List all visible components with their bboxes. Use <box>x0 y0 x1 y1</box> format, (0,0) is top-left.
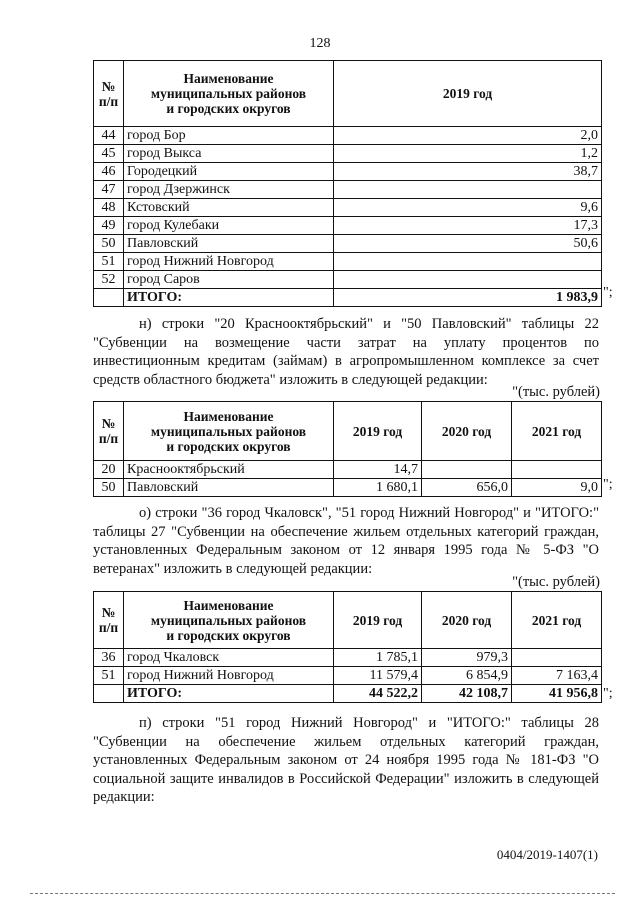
row-value-2019: 2,0 <box>334 127 602 145</box>
total-index-cell <box>94 685 124 703</box>
table-row <box>94 127 602 145</box>
bottom-divider <box>30 893 615 894</box>
paragraph-p <box>93 714 599 807</box>
closing-quote: "; <box>603 686 613 701</box>
row-index: 45 <box>94 145 124 163</box>
row-value-2019: 11 579,4 <box>334 667 422 685</box>
row-name: город Бор <box>124 127 334 145</box>
total-index-cell <box>94 289 124 307</box>
header-index <box>94 61 124 127</box>
table-header-row <box>94 402 602 461</box>
row-value-2019 <box>334 181 602 199</box>
row-name: город Саров <box>124 271 334 289</box>
row-name: город Кулебаки <box>124 217 334 235</box>
row-index: 46 <box>94 163 124 181</box>
header-2019: 2019 год <box>334 402 422 461</box>
closing-quote: "; <box>603 477 613 492</box>
row-name: город Выкса <box>124 145 334 163</box>
header-index <box>94 402 124 461</box>
row-value-2021: 9,0 <box>512 479 602 497</box>
header-name-label: Наименование муниципальных районов и городских округов <box>150 71 307 116</box>
table-row <box>94 145 602 163</box>
header-2021: 2021 год <box>512 592 602 649</box>
row-value-2019 <box>334 253 602 271</box>
closing-quote: "; <box>603 285 613 300</box>
unit-label: "(тыс. рублей) <box>512 574 600 590</box>
paragraph-n <box>93 315 599 389</box>
header-name <box>124 592 334 649</box>
row-value-2021 <box>512 649 602 667</box>
paragraph-p-text: п) строки "51 город Нижний Новгород" и "ИТОГО:" таблицы 28 "Субвенции на обеспечение жильем отдельных категорий граждан, установленных Федеральным законом от 24 ноября 1995 года № 181-ФЗ "О социальной защите инвалидов в Российской Федерации" изложить в следующей редакции: <box>93 715 599 805</box>
row-index: 50 <box>94 235 124 253</box>
row-value-2021: 7 163,4 <box>512 667 602 685</box>
row-index: 50 <box>94 479 124 497</box>
header-name-label: Наименование муниципальных районов и городских округов <box>150 408 307 454</box>
row-name: Павловский <box>124 235 334 253</box>
table-total-row <box>94 289 602 307</box>
table-subventions-22 <box>93 401 602 497</box>
table-row <box>94 163 602 181</box>
table-subventions-2019 <box>93 60 602 307</box>
table-row <box>94 235 602 253</box>
row-value-2019 <box>334 271 602 289</box>
row-index: 52 <box>94 271 124 289</box>
header-index-label: № п/п <box>98 605 119 635</box>
row-name: Краснооктябрьский <box>124 461 334 479</box>
header-index <box>94 592 124 649</box>
row-value-2019: 17,3 <box>334 217 602 235</box>
row-index: 20 <box>94 461 124 479</box>
header-name <box>124 402 334 461</box>
total-label: ИТОГО: <box>124 289 334 307</box>
table-header-row <box>94 61 602 127</box>
row-index: 48 <box>94 199 124 217</box>
header-2019: 2019 год <box>334 61 602 127</box>
row-value-2019: 9,6 <box>334 199 602 217</box>
row-value-2020 <box>422 461 512 479</box>
row-value-2020: 6 854,9 <box>422 667 512 685</box>
total-2019: 1 983,9 <box>334 289 602 307</box>
page-number: 128 <box>309 36 331 51</box>
row-index: 47 <box>94 181 124 199</box>
row-name: Городецкий <box>124 163 334 181</box>
table-row <box>94 649 602 667</box>
total-2020: 42 108,7 <box>422 685 512 703</box>
header-2020: 2020 год <box>422 402 512 461</box>
header-2021: 2021 год <box>512 402 602 461</box>
table-subventions-27 <box>93 591 602 703</box>
row-value-2019: 1,2 <box>334 145 602 163</box>
row-value-2021 <box>512 461 602 479</box>
row-name: Павловский <box>124 479 334 497</box>
table-total-row <box>94 685 602 703</box>
row-value-2019: 50,6 <box>334 235 602 253</box>
row-value-2019: 1 785,1 <box>334 649 422 667</box>
row-index: 51 <box>94 253 124 271</box>
unit-label: "(тыс. рублей) <box>512 384 600 400</box>
table-row <box>94 667 602 685</box>
row-index: 49 <box>94 217 124 235</box>
row-value-2019: 14,7 <box>334 461 422 479</box>
row-name: Кстовский <box>124 199 334 217</box>
total-2019: 44 522,2 <box>334 685 422 703</box>
table-row <box>94 479 602 497</box>
header-2020: 2020 год <box>422 592 512 649</box>
table-row <box>94 181 602 199</box>
table-row <box>94 217 602 235</box>
row-value-2019: 38,7 <box>334 163 602 181</box>
row-value-2020: 979,3 <box>422 649 512 667</box>
table-row <box>94 253 602 271</box>
paragraph-o <box>93 504 599 578</box>
row-name: город Дзержинск <box>124 181 334 199</box>
header-index-label: № п/п <box>98 78 119 109</box>
header-index-label: № п/п <box>98 416 119 446</box>
table-header-row <box>94 592 602 649</box>
table-row <box>94 461 602 479</box>
table-row <box>94 271 602 289</box>
header-name <box>124 61 334 127</box>
row-name: город Нижний Новгород <box>124 667 334 685</box>
row-index: 36 <box>94 649 124 667</box>
row-value-2020: 656,0 <box>422 479 512 497</box>
header-2019: 2019 год <box>334 592 422 649</box>
row-name: город Нижний Новгород <box>124 253 334 271</box>
header-name-label: Наименование муниципальных районов и городских округов <box>150 597 307 643</box>
total-2021: 41 956,8 <box>512 685 602 703</box>
row-value-2019: 1 680,1 <box>334 479 422 497</box>
table-row <box>94 199 602 217</box>
document-code: 0404/2019-1407(1) <box>496 847 598 862</box>
paragraph-o-text: о) строки "36 город Чкаловск", "51 город Нижний Новгород" и "ИТОГО:" таблицы 27 "Субвенции на обеспечение жильем отдельных категорий граждан, установленных Федеральным законом от 12 января 1995 года № 5-ФЗ "О ветеранах" изложить в следующей редакции: <box>93 505 599 577</box>
row-index: 51 <box>94 667 124 685</box>
paragraph-n-text: н) строки "20 Краснооктябрьский" и "50 Павловский" таблицы 22 "Субвенции на возмещение части затрат на уплату процентов по инвестиционным кредитам (займам) в агропромышленном комплексе за счет средств областного бюджета" изложить в следующей редакции: <box>93 316 599 388</box>
total-label: ИТОГО: <box>124 685 334 703</box>
row-index: 44 <box>94 127 124 145</box>
row-name: город Чкаловск <box>124 649 334 667</box>
